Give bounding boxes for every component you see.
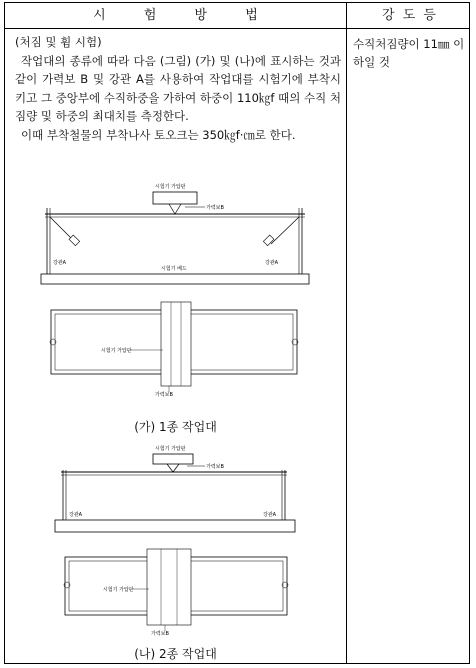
paragraph-1: 작업대의 종류에 따라 다음 (그림) (가) 및 (나)에 표시하는 것과 같이 가력보 B 및 강관 A를 사용하여 작업대를 시험기에 부착시키고 그 중앙부에 수직하중을 가하여 하중이 110㎏f 때의 수직 처짐량 및 하중의 최대치를 측정한다. [15,53,341,124]
label-beam-b-top-2: 가력보B [151,631,169,637]
press-plate [153,192,197,204]
strength-requirement: 수직처짐량이 11㎜ 이하일 것 [353,37,465,69]
label-press-plate: 시험기 가압판 [155,184,186,190]
header-strength: 강 도 등 [382,8,436,23]
table-frame [4,2,470,664]
label-pipe-a-2-right: 강관A [263,512,277,518]
figure-2-side-view [5,440,346,540]
label-pipe-a-2-left: 강관A [69,512,83,518]
test-bed [41,274,309,284]
header-test-method: 시 험 방 법 [93,8,258,23]
section-heading: (처짐 및 휨 시험) [15,35,102,49]
label-beam-b-2: 가력보B [206,464,224,470]
label-bed: 시험기 베드 [161,266,187,272]
label-beam-b: 가력보B [206,205,224,211]
label-press-plate-2: 시험기 가압판 [155,446,186,452]
header-divider [5,28,469,29]
test-method-text [15,33,341,145]
figure-2-top-view [5,549,346,637]
column-divider [346,3,347,663]
caption-type-1: (가) 1종 작업대 [134,420,217,434]
label-beam-b-top: 가력보B [155,392,173,398]
label-press-plate-top-2: 시험기 가압판 [103,587,134,593]
caption-type-2: (나) 2종 작업대 [134,647,217,661]
label-pipe-a-left: 강관A [53,260,67,266]
figure-1-side-view [5,178,346,288]
figure-1-top-view [5,300,346,398]
paragraph-2: 이때 부착철물의 부착나사 토오크는 350㎏f·㎝로 한다. [21,127,296,142]
label-pipe-a-right: 강관A [265,260,279,266]
label-press-plate-top: 시험기 가압판 [101,348,132,354]
